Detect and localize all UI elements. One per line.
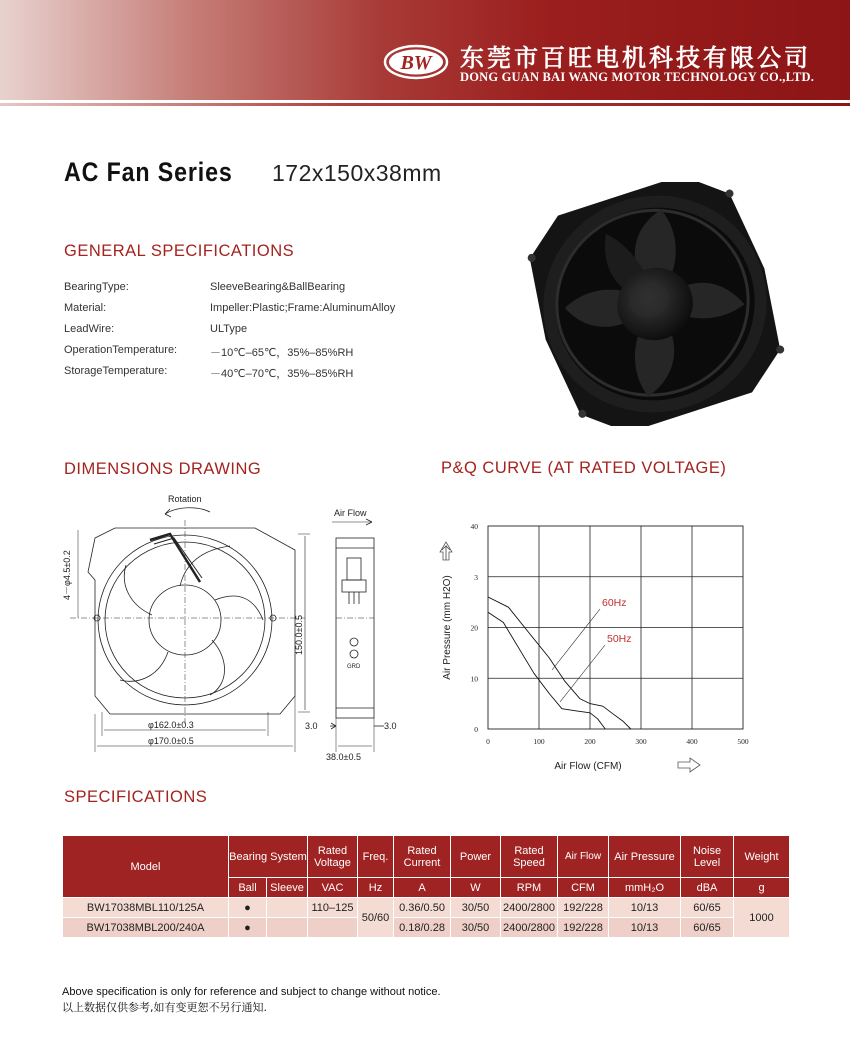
x-tick-label: 0	[486, 737, 490, 746]
cell-current: 0.18/0.28	[394, 918, 451, 938]
company-name-cn: 东莞市百旺电机科技有限公司	[460, 43, 811, 72]
header-weight: Weight	[734, 836, 790, 878]
fan-product-image	[520, 182, 790, 426]
airflow-label: Air Flow	[334, 508, 367, 518]
company-name-en: DONG GUAN BAI WANG MOTOR TECHNOLOGY CO.,LTD.	[460, 70, 815, 84]
series-label: 50Hz	[607, 633, 632, 645]
y-axis-label: Air Pressure (mm H2O)	[442, 575, 453, 680]
inner-width-label: φ162.0±0.3	[148, 720, 194, 730]
series-line-60Hz	[488, 597, 631, 729]
spec-label: OperationTemperature:	[64, 344, 178, 356]
spec-label: StorageTemperature:	[64, 365, 168, 377]
cell-sleeve	[267, 918, 308, 938]
cell-voltage	[308, 918, 358, 938]
series-title: AC Fan Series	[64, 157, 233, 187]
grd-label: GRD	[347, 664, 361, 670]
unit-vac: VAC	[308, 878, 358, 898]
spec-value: ULType	[210, 323, 248, 335]
cell-speed: 2400/2800	[501, 898, 558, 918]
logo-text: BW	[400, 52, 432, 74]
header-model: Model	[63, 836, 229, 898]
chart-grid	[488, 526, 743, 729]
outer-width-label: φ170.0±0.5	[148, 736, 194, 746]
header-power: Power	[451, 836, 501, 878]
header-rated-speed: Rated Speed	[501, 836, 558, 878]
cell-ball: ●	[229, 898, 267, 918]
cell-noise: 60/65	[681, 918, 734, 938]
table-row	[63, 918, 790, 938]
cell-speed: 2400/2800	[501, 918, 558, 938]
company-logo	[383, 42, 449, 82]
pq-curve-heading: P&Q CURVE (AT RATED VOLTAGE)	[441, 459, 727, 477]
x-tick-label: 200	[584, 737, 596, 746]
cell-power: 30/50	[451, 898, 501, 918]
cell-model: BW17038MBL110/125A	[63, 898, 229, 918]
y-tick-label: 0	[474, 725, 478, 734]
unit-mmh2o: mmH₂O	[609, 878, 681, 898]
front-view-frame	[88, 528, 295, 714]
unit-w: W	[451, 878, 501, 898]
cell-ball: ●	[229, 918, 267, 938]
chart-series	[488, 597, 631, 729]
cell-flow: 192/228	[558, 898, 609, 918]
header-rated-voltage: Rated Voltage	[308, 836, 358, 878]
y-tick-label: 10	[470, 674, 478, 684]
series-label: 60Hz	[602, 597, 627, 609]
spec-label: BearingType:	[64, 281, 129, 293]
pq-curve-chart	[432, 512, 762, 777]
cell-model: BW17038MBL200/240A	[63, 918, 229, 938]
spec-label: LeadWire:	[64, 323, 115, 335]
unit-ball: Ball	[229, 878, 267, 898]
unit-sleeve: Sleeve	[267, 878, 308, 898]
x-tick-label: 400	[686, 737, 698, 746]
y-tick-label: 3	[474, 572, 478, 582]
x-tick-label: 500	[737, 737, 749, 746]
spec-value: SleeveBearing&BallBearing	[210, 281, 346, 293]
unit-hz: Hz	[358, 878, 394, 898]
height-label: 150.0±0.5	[294, 615, 304, 655]
header-freq: Freq.	[358, 836, 394, 878]
header-bearing: Bearing System	[229, 836, 308, 878]
series-line-50Hz	[488, 612, 605, 729]
cell-pressure: 10/13	[609, 918, 681, 938]
spec-value: －40℃–70℃，35%–85%RH	[210, 368, 354, 380]
disclaimer-en: Above specification is only for reference and subject to change without notice.	[62, 986, 441, 998]
unit-g: g	[734, 878, 790, 898]
specifications-heading: SPECIFICATIONS	[64, 788, 208, 806]
rotation-arrow	[165, 508, 210, 514]
header-air-pressure: Air Pressure	[609, 836, 681, 878]
cell-freq: 50/60	[358, 898, 394, 938]
cell-sleeve	[267, 898, 308, 918]
spec-label: Material:	[64, 302, 107, 314]
unit-a: A	[394, 878, 451, 898]
spec-value: Impeller:Plastic;Frame:AluminumAlloy	[210, 302, 396, 314]
cell-power: 30/50	[451, 918, 501, 938]
depth-label: 38.0±0.5	[326, 752, 361, 762]
cell-voltage: 110–125	[308, 898, 358, 918]
x-axis-arrow	[678, 758, 700, 772]
x-tick-label: 100	[533, 737, 545, 746]
cell-flow: 192/228	[558, 918, 609, 938]
y-tick-label: 40	[470, 522, 478, 531]
general-specs-heading: GENERAL SPECIFICATIONS	[64, 242, 295, 260]
cell-pressure: 10/13	[609, 898, 681, 918]
cell-noise: 60/65	[681, 898, 734, 918]
cell-current: 0.36/0.50	[394, 898, 451, 918]
specifications-table	[62, 835, 790, 938]
x-tick-label: 300	[635, 737, 647, 746]
right-offset-label: 3.0	[384, 721, 397, 731]
hole-label: 4－φ4.5±0.2	[62, 550, 72, 600]
header-divider	[0, 103, 850, 106]
header-noise-level: Noise Level	[681, 836, 734, 878]
series-leader-line	[560, 645, 605, 702]
x-axis-label: Air Flow (CFM)	[554, 761, 622, 772]
header-air-flow: Air Flow	[558, 836, 609, 878]
left-offset-label: 3.0	[305, 721, 318, 731]
rotation-label: Rotation	[168, 494, 202, 504]
spec-value: －10℃–65℃，35%–85%RH	[210, 347, 354, 359]
disclaimer-cn: 以上数据仅供参考,如有变更恕不另行通知.	[62, 1001, 267, 1014]
y-tick-label: 20	[470, 623, 478, 633]
header-rated-current: Rated Current	[394, 836, 451, 878]
dimensions-drawing	[50, 490, 420, 775]
unit-rpm: RPM	[501, 878, 558, 898]
dimensions-heading: DIMENSIONS DRAWING	[64, 460, 262, 478]
table-row	[63, 898, 790, 918]
unit-cfm: CFM	[558, 878, 609, 898]
fan-size: 172x150x38mm	[272, 160, 442, 186]
side-view-body	[336, 538, 374, 718]
cell-weight: 1000	[734, 898, 790, 938]
unit-dba: dBA	[681, 878, 734, 898]
